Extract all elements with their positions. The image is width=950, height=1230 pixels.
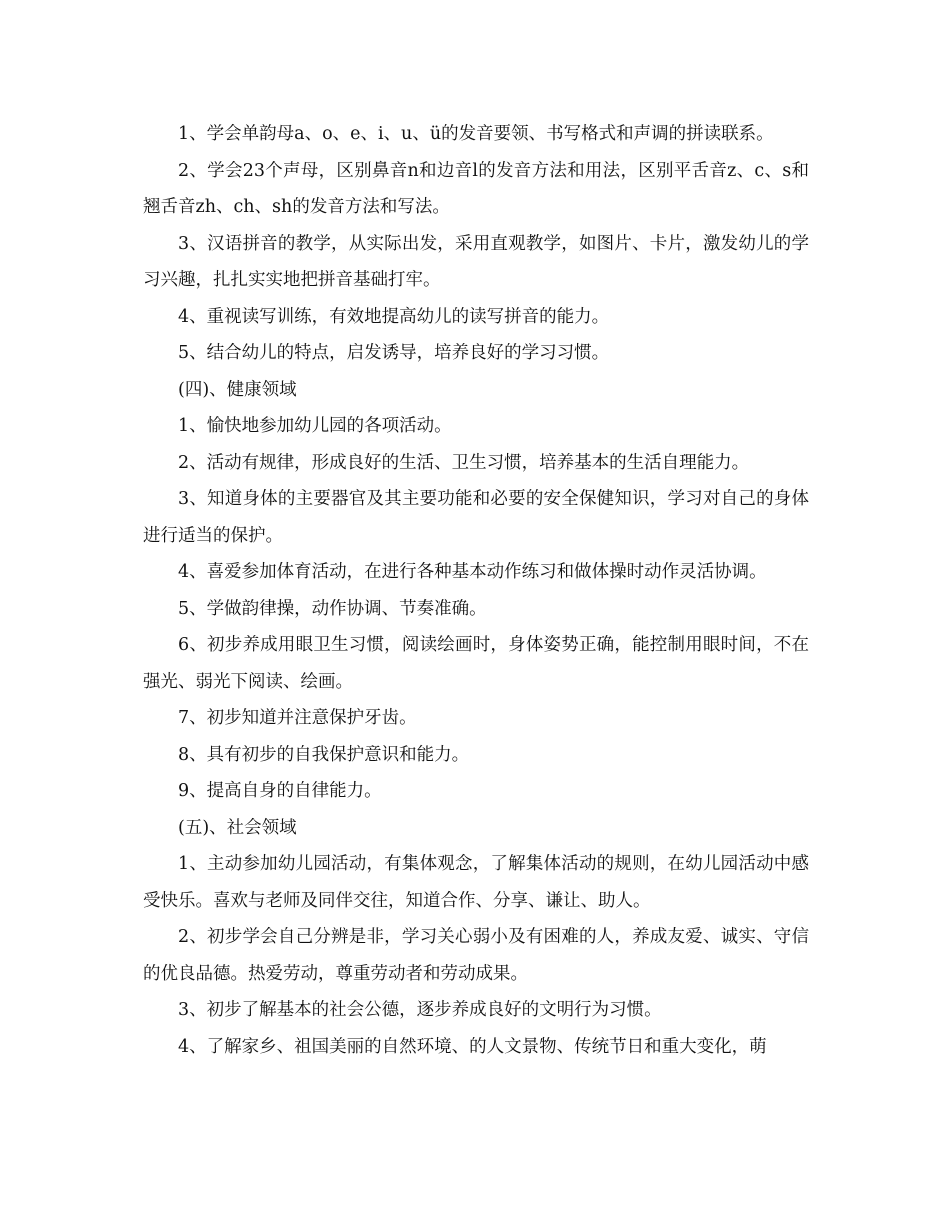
paragraph-health-3: 3、知道身体的主要器官及其主要功能和必要的安全保健知识，学习对自己的身体进行适当的保护。	[143, 489, 809, 546]
paragraph-social-1: 1、主动参加幼儿园活动，有集体观念，了解集体活动的规则，在幼儿园活动中感受快乐。喜欢与老师及同伴交往，知道合作、分享、谦让、助人。	[143, 854, 809, 911]
paragraph-health-4: 4、喜爱参加体育活动，在进行各种基本动作练习和做体操时动作灵活协调。	[178, 562, 767, 582]
paragraph-health-9: 9、提高自身的自律能力。	[178, 781, 382, 801]
paragraph-health-2: 2、活动有规律，形成良好的生活、卫生习惯，培养基本的生活自理能力。	[178, 452, 750, 473]
paragraph-social-4: 4、了解家乡、祖国美丽的自然环境、的人文景物、传统节日和重大变化，萌	[178, 1036, 767, 1057]
document-body	[143, 116, 809, 1065]
paragraph-health-6: 6、初步养成用眼卫生习惯，阅读绘画时，身体姿势正确，能控制用眼时间，不在强光、弱光下阅读、绘画。	[143, 635, 809, 692]
paragraph-health-7: 7、初步知道并注意保护牙齿。	[178, 708, 417, 728]
paragraph-health-8: 8、具有初步的自我保护意识和能力。	[178, 744, 470, 765]
paragraph-health-5: 5、学做韵律操，动作协调、节奏准确。	[178, 598, 487, 619]
paragraph-pinyin-teaching: 3、汉语拼音的教学，从实际出发，采用直观教学，如图片、卡片，激发幼儿的学习兴趣，扎扎实实地把拼音基础打牢。	[143, 233, 809, 290]
paragraph-social-2: 2、初步学会自己分辨是非，学习关心弱小及有困难的人，养成友爱、诚实、守信的优良品德。热爱劳动，尊重劳动者和劳动成果。	[143, 927, 809, 984]
paragraph-reading-writing: 4、重视读写训练，有效地提高幼儿的读写拼音的能力。	[178, 306, 610, 327]
paragraph-pinyin-vowels: 1、学会单韵母a、o、e、i、u、ü的发音要领、书写格式和声调的拼读联系。	[178, 124, 774, 144]
section-heading-health: (四)、健康领域	[178, 379, 297, 400]
paragraph-pinyin-initials: 2、学会23个声母，区别鼻音n和边音l的发音方法和用法，区别平舌音z、c、s和翘舌音zh、ch、sh的发音方法和写法。	[143, 160, 809, 217]
section-heading-social: (五)、社会领域	[178, 817, 297, 838]
paragraph-social-3: 3、初步了解基本的社会公德，逐步养成良好的文明行为习惯。	[178, 1000, 662, 1020]
paragraph-study-habits: 5、结合幼儿的特点，启发诱导，培养良好的学习习惯。	[178, 343, 610, 363]
paragraph-health-1: 1、愉快地参加幼儿园的各项活动。	[178, 416, 452, 436]
